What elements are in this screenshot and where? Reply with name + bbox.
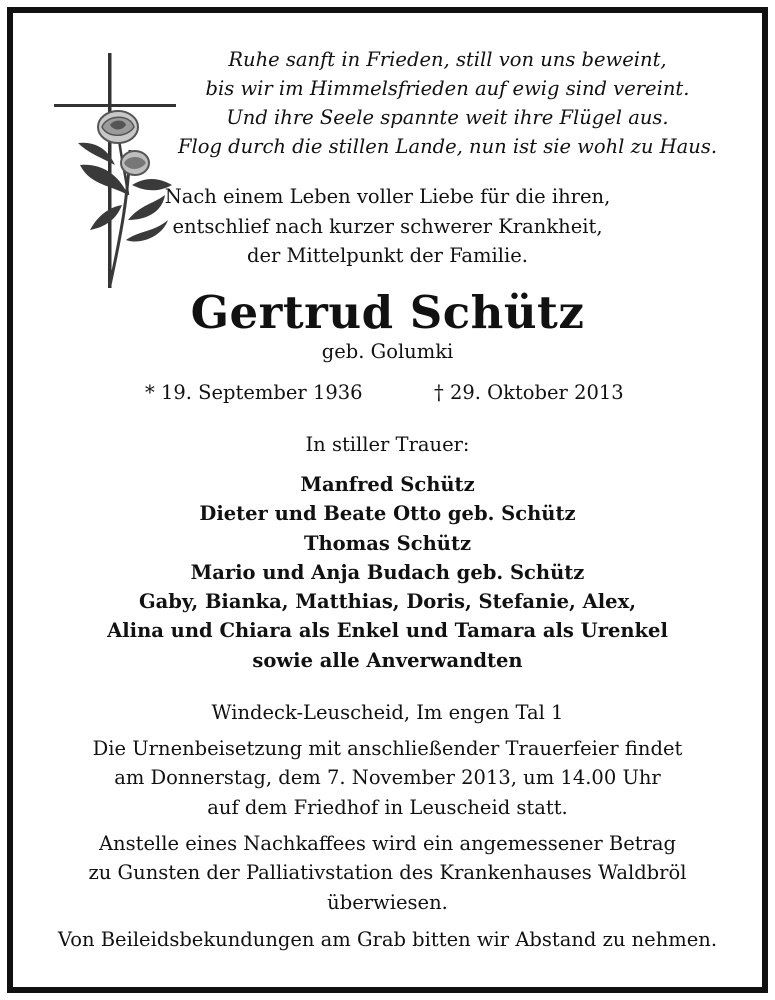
donation-line: Anstelle eines Nachkaffees wird ein angemessener Betrag (98, 832, 677, 855)
cross-vertical-beam (108, 53, 112, 288)
donation-line: zu Gunsten der Palliativstation des Krankenhauses Waldbröl (88, 861, 687, 885)
intro-text (160, 182, 615, 271)
ceremony-line: auf dem Friedhof in Leuscheid statt. (207, 795, 568, 819)
poem-line: bis wir im Himmelsfrieden auf ewig sind vereint. (205, 77, 690, 100)
intro-line: entschlief nach kurzer schwerer Krankheit, (172, 214, 603, 238)
mourner-line: sowie alle Anverwandten (252, 648, 523, 672)
mourner-line: Manfred Schütz (300, 473, 475, 496)
deceased-name: Gertrud Schütz (190, 286, 585, 339)
memorial-poem (160, 45, 735, 161)
condolence-request (0, 925, 775, 954)
intro-line: Nach einem Leben voller Liebe für die ihren, (164, 185, 611, 208)
request-line: Von Beileidsbekundungen am Grab bitten wir Abstand zu nehmen. (57, 928, 718, 951)
cross-horizontal-beam (54, 104, 176, 107)
maiden-name: geb. Golumki (321, 340, 454, 363)
mourners-list (0, 470, 775, 675)
mourner-line: Thomas Schütz (303, 531, 472, 555)
poem-line: Flog durch die stillen Lande, nun ist sie wohl zu Haus. (177, 135, 718, 158)
mourner-line: Dieter und Beate Otto geb. Schütz (199, 502, 576, 526)
donation-note (0, 829, 775, 917)
death-date: † 29. Oktober 2013 (434, 381, 624, 404)
mourner-line: Alina und Chiara als Enkel und Tamara als Urenkel (107, 619, 668, 643)
ceremony-details (0, 734, 775, 822)
birth-date: * 19. September 1936 (145, 381, 363, 404)
family-address (0, 698, 775, 727)
address-line: Windeck-Leuscheid, Im engen Tal 1 (211, 701, 564, 724)
donation-line: überwiesen. (327, 890, 448, 914)
ceremony-line: Die Urnenbeisetzung mit anschließender Trauerfeier findet (92, 737, 683, 760)
intro-line: der Mittelpunkt der Familie. (247, 244, 528, 267)
mourning-label: In stiller Trauer: (305, 433, 470, 456)
poem-line: Ruhe sanft in Frieden, still von uns beweint, (228, 48, 667, 71)
mourner-line: Mario und Anja Budach geb. Schütz (190, 560, 585, 584)
poem-line: Und ihre Seele spannte weit ihre Flügel aus. (226, 106, 669, 129)
rose-blooms (98, 111, 149, 175)
ceremony-line: am Donnerstag, dem 7. November 2013, um 14.00 Uhr (114, 766, 661, 790)
mourner-line: Gaby, Bianka, Matthias, Doris, Stefanie, Alex, (138, 590, 636, 614)
